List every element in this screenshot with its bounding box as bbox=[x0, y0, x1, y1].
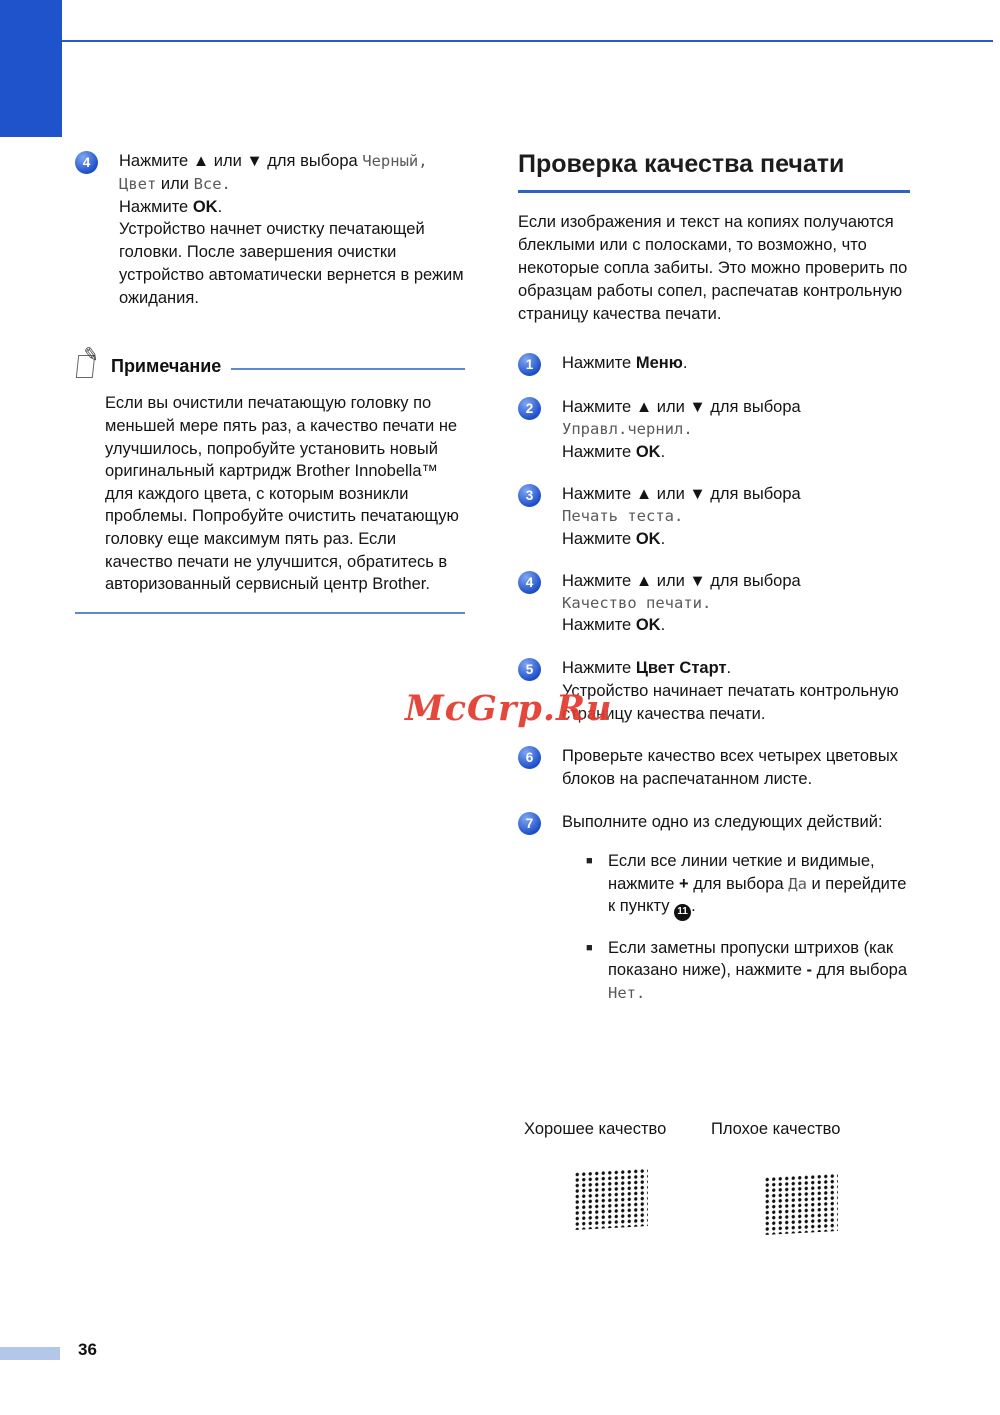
step-body bbox=[562, 745, 910, 791]
page-number: 36 bbox=[78, 1340, 97, 1359]
mono-run: Управл.чернил. bbox=[562, 420, 693, 439]
step-number-badge: 3 bbox=[518, 484, 541, 507]
note-end-rule bbox=[75, 612, 465, 614]
text-run: Нажмите bbox=[562, 659, 636, 678]
section-heading: Проверка качества печати bbox=[518, 150, 845, 178]
mono-run: Все. bbox=[193, 174, 231, 193]
bullet-list bbox=[562, 850, 910, 1005]
text-run: Если заметны пропуски штрихов (как показано ниже), нажмите bbox=[608, 938, 894, 980]
good-quality-label: Хорошее качество bbox=[524, 1120, 667, 1138]
step-3 bbox=[518, 483, 910, 550]
step-number-badge: 7 bbox=[518, 812, 541, 835]
bold-run: Меню bbox=[635, 354, 683, 373]
text-run: Нажмите bbox=[562, 529, 636, 548]
text-run: для выбора bbox=[812, 961, 907, 980]
note-icon bbox=[75, 344, 101, 379]
note-body: Если вы очистили печатающую головку по меньшей мере пять раз, а качество печати не улучшилось, попробуйте установить новый оригинальный картридж Brother Innobella™ для каждого цвета, с которым возникли проблемы. Попробуйте очистить печатающую головку еще максимум пять раз. Если качество печати не улучшится, обратитесь в авторизованный сервисный центр Brother. bbox=[105, 394, 459, 594]
step-line: Нажмите ▲ или ▼ для выбора bbox=[562, 398, 801, 417]
mono-run: Качество печати. bbox=[562, 594, 712, 613]
mono-run: Печать теста. bbox=[562, 507, 684, 526]
pencil-icon: ✎ bbox=[81, 344, 101, 368]
bold-run: OK bbox=[635, 616, 661, 635]
step-number-badge: 6 bbox=[518, 746, 541, 769]
text-run: . bbox=[660, 442, 666, 461]
step-line: Нажмите ▲ или ▼ для выбора bbox=[562, 572, 801, 591]
note-title: Примечание bbox=[111, 356, 222, 377]
text-run: Нажмите bbox=[562, 442, 636, 461]
text-run: Нажмите ▲ или ▼ для выбора bbox=[119, 152, 363, 170]
step-number-badge: 1 bbox=[518, 353, 541, 376]
step-1 bbox=[518, 352, 910, 376]
top-rule bbox=[62, 40, 993, 42]
circled-11-icon: 11 bbox=[674, 904, 691, 921]
bad-quality-pattern bbox=[764, 1173, 838, 1235]
mono-run: Нет. bbox=[608, 984, 646, 1003]
text-run: или bbox=[156, 174, 194, 193]
bold-run: OK bbox=[635, 529, 661, 548]
bullet-text bbox=[608, 850, 908, 921]
bold-run: Цвет Старт bbox=[635, 659, 727, 678]
step-paragraph: Проверьте качество всех четырех цветовых блоков на распечатанном листе. bbox=[562, 747, 898, 789]
step-line bbox=[119, 150, 465, 173]
footer-accent-bar bbox=[0, 1347, 60, 1360]
text-run: Нажмите bbox=[119, 197, 193, 216]
text-run: . bbox=[217, 197, 223, 216]
step-body bbox=[119, 150, 465, 309]
heading-rule bbox=[518, 190, 910, 193]
step-number-badge: 5 bbox=[518, 658, 541, 681]
step-line bbox=[119, 196, 465, 219]
mono-run: Черный, bbox=[362, 152, 428, 170]
step-body bbox=[562, 811, 910, 1005]
bullet-text bbox=[608, 937, 908, 1005]
step-paragraph: Устройство начнет очистку печатающей головки. После завершения очистки устройство автоматически вернется в режим ожидания. bbox=[119, 220, 464, 307]
step-line bbox=[562, 614, 910, 637]
step-line bbox=[562, 528, 910, 551]
step-line bbox=[562, 441, 910, 464]
step-2 bbox=[518, 396, 910, 463]
text-run: . bbox=[660, 616, 666, 635]
bullet-item bbox=[586, 937, 910, 1005]
text-run: . bbox=[660, 529, 666, 548]
watermark: McGrp.Ru bbox=[405, 688, 613, 729]
text-run: Нажмите bbox=[562, 354, 636, 373]
step-line bbox=[562, 657, 910, 680]
step-line: Нажмите ▲ или ▼ для выбора bbox=[562, 485, 801, 504]
step-body bbox=[562, 352, 910, 376]
text-run: . bbox=[682, 354, 688, 373]
step-7 bbox=[518, 811, 910, 1005]
step-number-badge: 4 bbox=[75, 151, 98, 174]
step-line bbox=[562, 352, 910, 375]
bold-run: - bbox=[806, 961, 813, 980]
text-run: . bbox=[726, 659, 732, 678]
step-6 bbox=[518, 745, 910, 791]
mono-run: Да bbox=[788, 874, 807, 893]
left-step-4 bbox=[75, 150, 465, 309]
left-column bbox=[75, 150, 465, 614]
text-run: для выбора bbox=[688, 874, 789, 893]
bullet-square-icon: ■ bbox=[586, 854, 593, 867]
bold-run: OK bbox=[635, 442, 661, 461]
bullet-item bbox=[586, 850, 910, 921]
good-quality-pattern bbox=[574, 1168, 648, 1230]
step-line bbox=[119, 173, 465, 196]
bullet-square-icon: ■ bbox=[586, 941, 593, 954]
text-run: Если все линии четкие и видимые, нажмите bbox=[608, 851, 875, 893]
step-body bbox=[562, 657, 910, 725]
step-number-badge: 2 bbox=[518, 397, 541, 420]
quality-samples bbox=[518, 1120, 910, 1300]
step-number-badge: 4 bbox=[518, 571, 541, 594]
bold-run: OK bbox=[192, 197, 218, 216]
step-paragraph: Устройство начинает печатать контрольную страницу качества печати. bbox=[562, 681, 899, 723]
text-run: Нажмите bbox=[562, 616, 636, 635]
step-body bbox=[562, 483, 910, 550]
note-rule bbox=[231, 368, 465, 370]
step-4 bbox=[518, 570, 910, 637]
step-body bbox=[562, 570, 910, 637]
note-header bbox=[75, 344, 465, 379]
step-paragraph: Выполните одно из следующих действий: bbox=[562, 813, 883, 832]
text-run: и перейдите к пункту bbox=[608, 874, 907, 916]
step-body bbox=[562, 396, 910, 463]
mono-run: Цвет bbox=[119, 174, 157, 193]
note-block bbox=[75, 344, 465, 613]
text-run: . bbox=[691, 897, 696, 916]
intro-paragraph: Если изображения и текст на копиях получаются блеклыми или с полосками, то возможно, что некоторые сопла забиты. Это можно проверить по образцам работы сопел, распечатав контрольную страницу качества печати. bbox=[518, 213, 908, 324]
bold-run: + bbox=[679, 874, 689, 893]
corner-accent-block bbox=[0, 0, 62, 137]
bad-quality-label: Плохое качество bbox=[711, 1120, 841, 1138]
right-column bbox=[518, 150, 910, 1138]
